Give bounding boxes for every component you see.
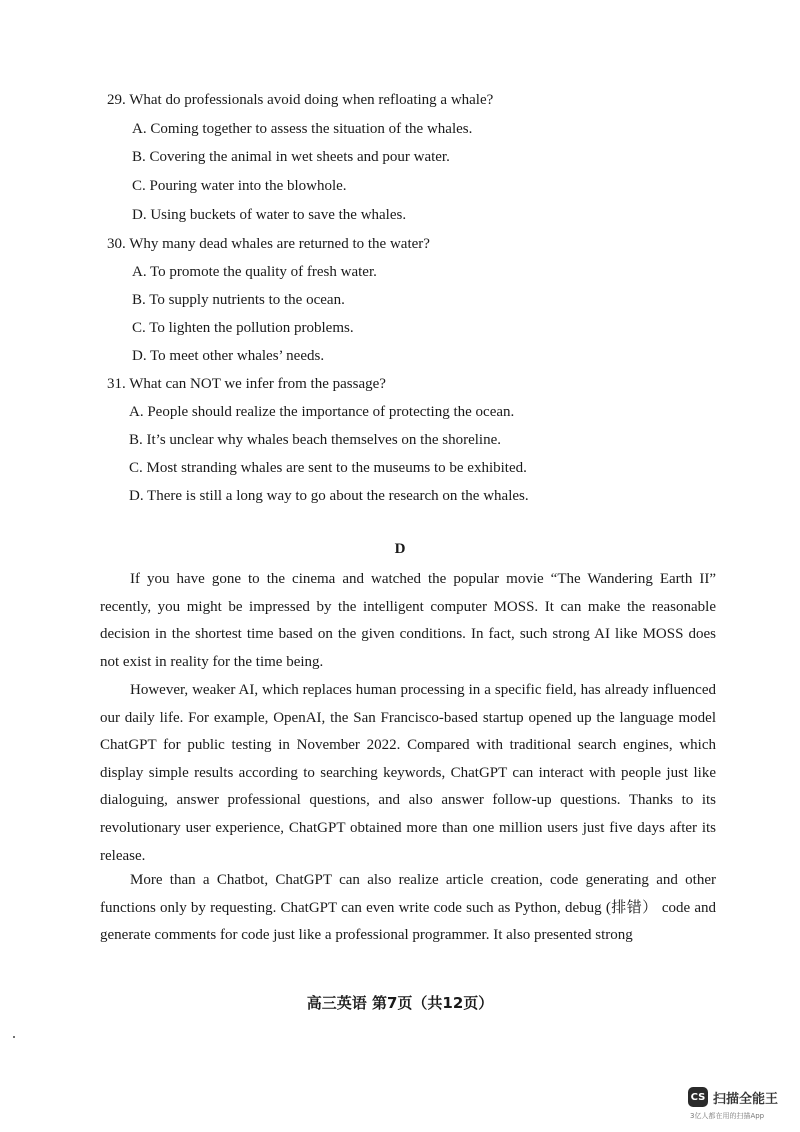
passage-paragraph-2: However, weaker AI, which replaces human processing in a specific field, has already influenced our daily life. For example, OpenAI, the San Francisco-based startup opened up the language model ChatGPT for public testing in November 2022. Compared with traditional search engines, which display simple results according to searching keywords, ChatGPT can interact with people just like dialoguing, answer professional questions, and also answer follow-up questions. Thanks to its revolutionary user experience, ChatGPT obtained more than one million users just five days after its release. (100, 682, 716, 864)
question-29-option-b: B. Covering the animal in wet sheets and pour water. (132, 149, 450, 165)
camscanner-logo-icon: CS (688, 1087, 708, 1107)
section-heading: D (394, 541, 406, 557)
scan-speck (13, 1036, 15, 1038)
scanner-badge (688, 1087, 778, 1107)
question-31-option-c: C. Most stranding whales are sent to the museums to be exhibited. (129, 460, 527, 476)
question-31-option-a: A. People should realize the importance of protecting the ocean. (129, 404, 515, 420)
question-31-stem: 31. What can NOT we infer from the passage? (107, 376, 386, 392)
question-30-stem: 30. Why many dead whales are returned to the water? (107, 236, 430, 252)
question-30-option-b: B. To supply nutrients to the ocean. (132, 292, 345, 308)
passage-paragraph-3: More than a Chatbot, ChatGPT can also realize article creation, code generating and other functions only by requesting. ChatGPT can even write code such as Python, debug (排错） code and generate comments for code just like a professional programmer. It also presented strong (100, 872, 716, 944)
question-29-option-a: A. Coming together to assess the situation of the whales. (132, 121, 473, 137)
question-31-option-d: D. There is still a long way to go about the research on the whales. (129, 488, 529, 504)
passage-paragraph-1: If you have gone to the cinema and watched the popular movie “The Wandering Earth II” recently, you might be impressed by the intelligent computer MOSS. It can make the reasonable decision in the shortest time based on the given conditions. In fact, such strong AI like MOSS does not exist in reality for the time being. (100, 571, 716, 670)
question-29-stem: 29. What do professionals avoid doing when refloating a whale? (107, 92, 494, 108)
scanner-badge-title: 扫描全能王 (713, 1091, 779, 1107)
page-footer: 高三英语 第7页（共12页） (306, 994, 494, 1012)
question-31-option-b: B. It’s unclear why whales beach themselves on the shoreline. (129, 432, 501, 448)
scanner-badge-subtitle: 3亿人都在用的扫描App (690, 1112, 765, 1120)
question-29-option-d: D. Using buckets of water to save the whales. (132, 207, 407, 223)
question-30-option-c: C. To lighten the pollution problems. (132, 320, 354, 336)
question-30-option-a: A. To promote the quality of fresh water. (132, 264, 377, 280)
question-30-option-d: D. To meet other whales’ needs. (132, 348, 325, 364)
question-29-option-c: C. Pouring water into the blowhole. (132, 178, 347, 194)
